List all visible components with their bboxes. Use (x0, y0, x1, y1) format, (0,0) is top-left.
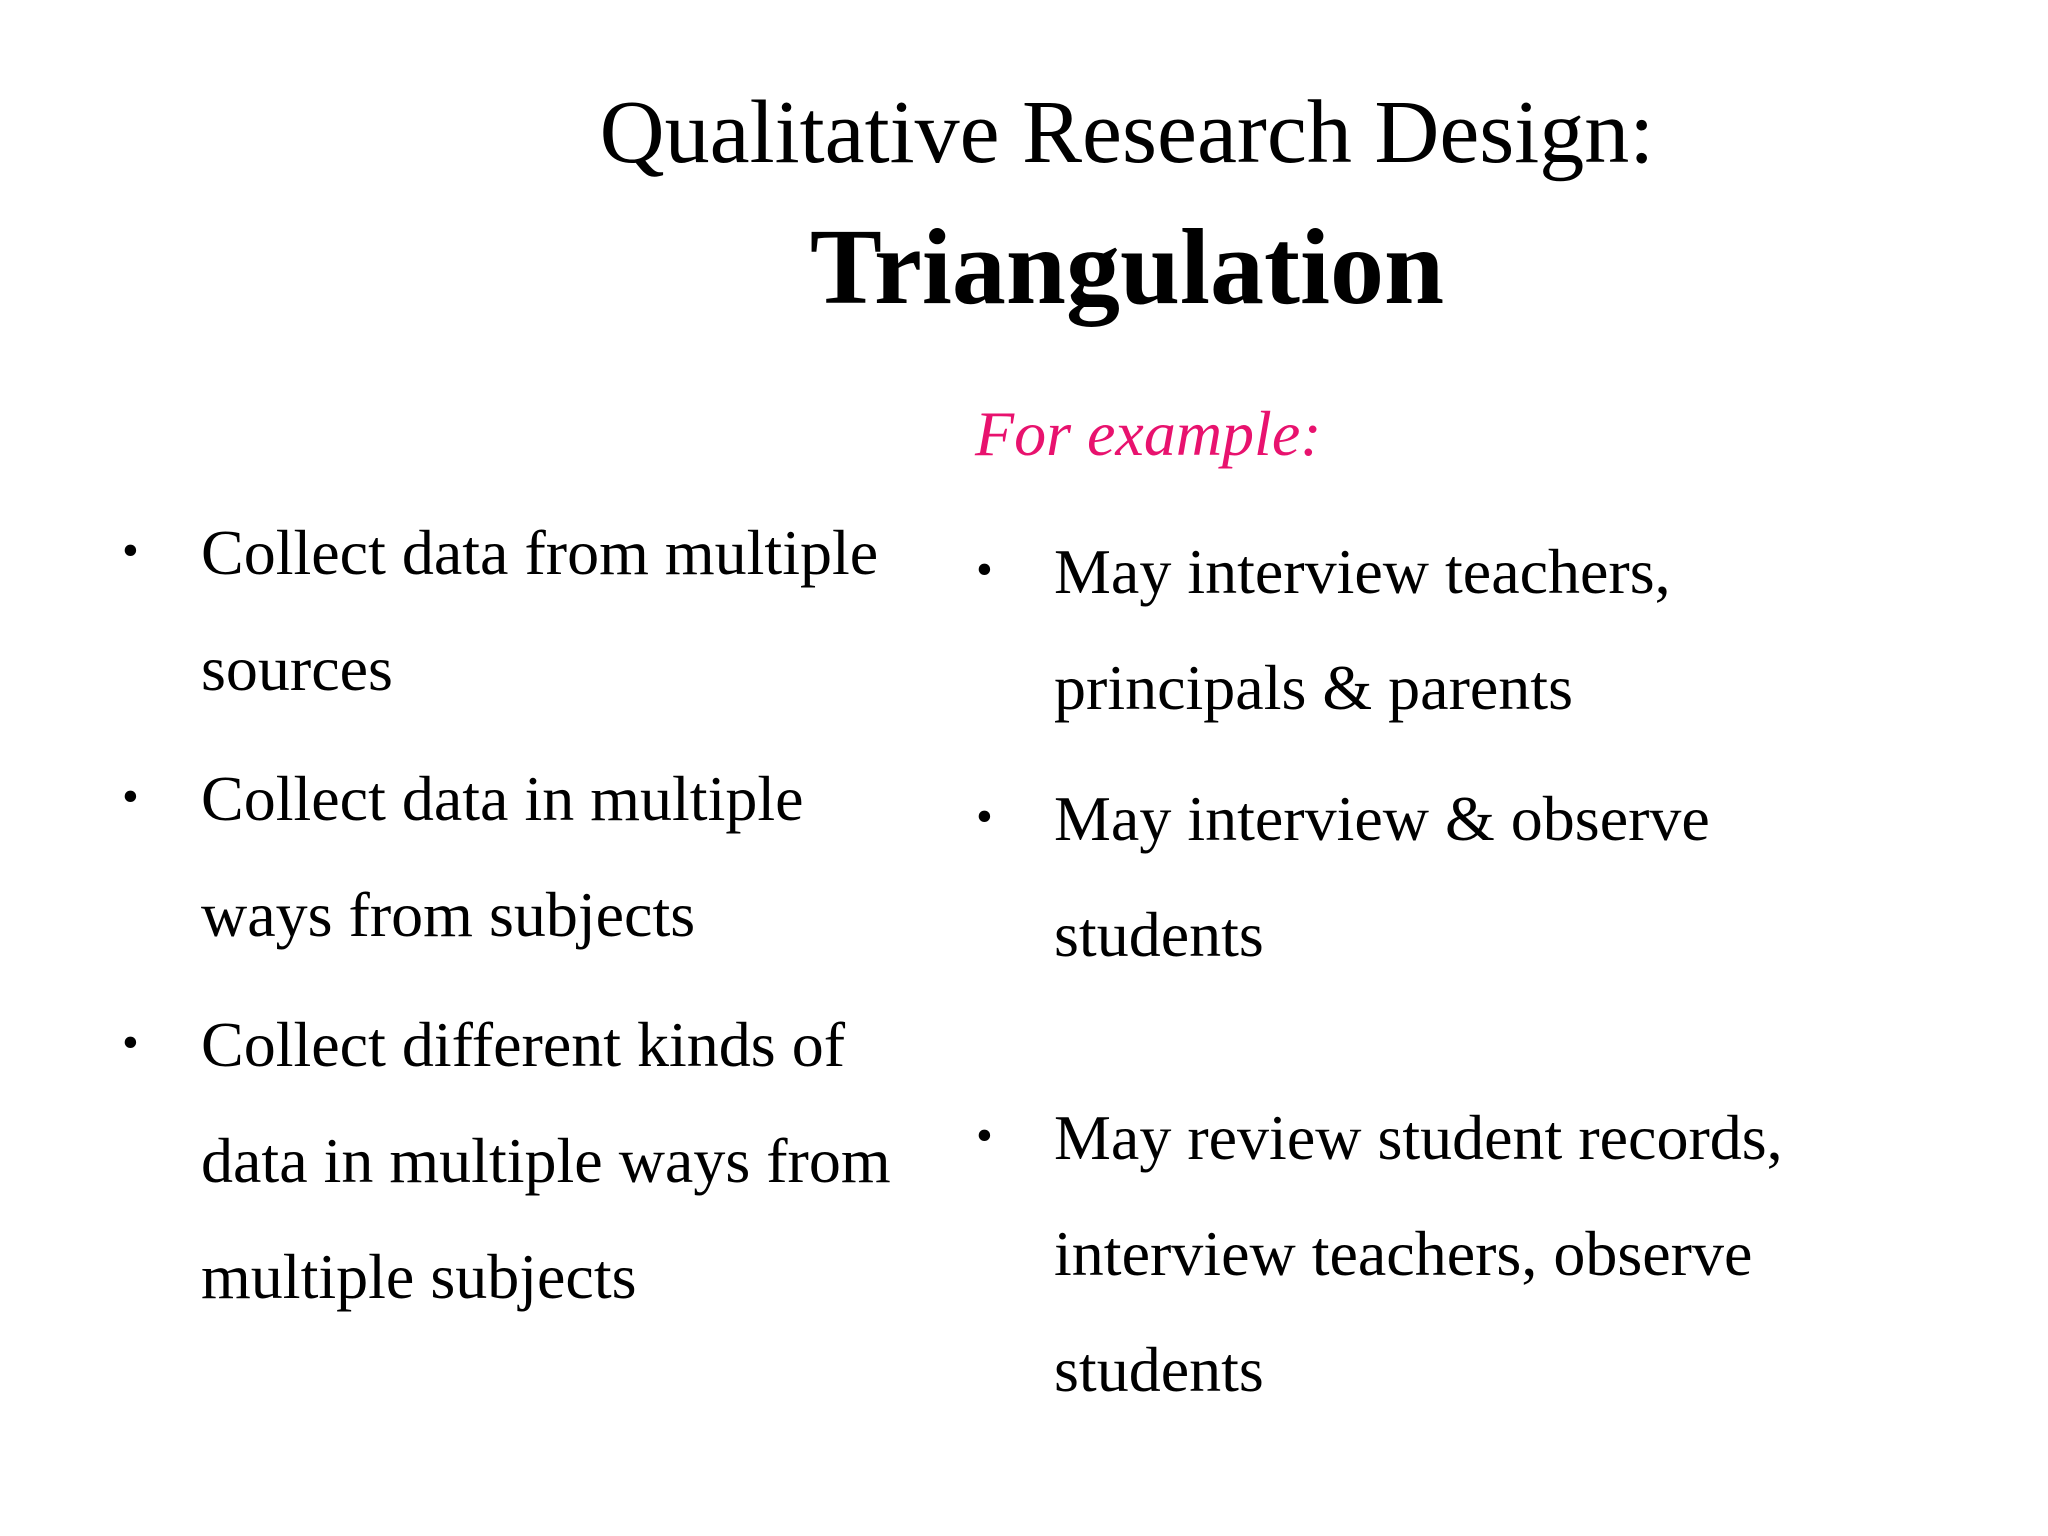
bullet-icon: • (122, 770, 139, 823)
list-item-line: May interview & observe (1054, 783, 1710, 854)
bullet-icon: • (122, 1016, 139, 1069)
list-item-line: data in multiple ways from (201, 1125, 891, 1196)
list-item-text (1054, 514, 1671, 746)
bullet-icon: • (122, 524, 139, 577)
list-item-line: Collect data in multiple (201, 763, 804, 834)
list-item-line: sources (201, 633, 393, 704)
list-item-text (1054, 1080, 1783, 1428)
slide-title: Qualitative Research Design: (599, 83, 1655, 182)
list-item-line: May review student records, (1054, 1102, 1783, 1173)
bullet-icon: • (976, 1109, 993, 1162)
list-item-line: principals & parents (1054, 652, 1573, 723)
list-item-line: interview teachers, observe (1054, 1218, 1753, 1289)
list-item-line: Collect data from multiple (201, 517, 879, 588)
example-heading: For example: (975, 398, 1322, 469)
list-item-text (201, 741, 804, 973)
list-item-text (201, 495, 878, 727)
slide-subtitle: Triangulation (809, 208, 1445, 327)
bullet-icon: • (976, 543, 993, 596)
list-item-line: students (1054, 1334, 1264, 1405)
list-item-line: ways from subjects (201, 879, 696, 950)
list-item-line: Collect different kinds of (201, 1009, 845, 1080)
list-item-text (1054, 761, 1710, 993)
list-item-line: May interview teachers, (1054, 536, 1671, 607)
bullet-icon: • (976, 790, 993, 843)
list-item-line: students (1054, 899, 1264, 970)
list-item-text (201, 987, 891, 1335)
list-item-line: multiple subjects (201, 1241, 637, 1312)
